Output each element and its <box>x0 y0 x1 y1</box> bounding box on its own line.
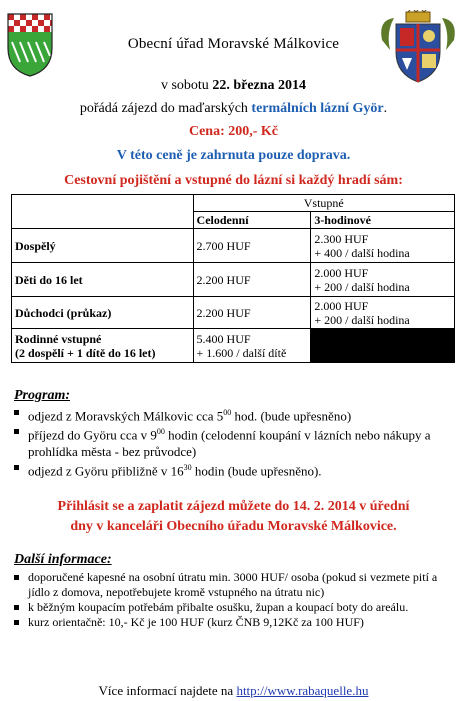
row-label: Důchodci (průkaz) <box>12 297 194 329</box>
insurance-note: Cestovní pojištění a vstupné do lázní si každý hradí sám: <box>64 173 403 188</box>
date-prefix: v sobotu <box>160 78 213 93</box>
info-heading: Další informace: <box>14 552 112 567</box>
description-prefix: pořádá zájezd do maďarských <box>79 101 252 116</box>
family-label: Rodinné vstupné <box>15 331 102 346</box>
signup-line-1: Přihlásit se a zaplatit zájezd můžete do 14. 2. 2014 v úřední <box>57 499 410 514</box>
list-item <box>12 460 452 479</box>
family-price-extra: + 1.600 / další dítě <box>196 345 287 360</box>
row-label <box>12 329 194 363</box>
blacked-out-cell <box>311 329 455 363</box>
full-day-price: 2.200 HUF <box>193 297 311 329</box>
list-item <box>12 424 452 459</box>
list-item <box>12 405 452 424</box>
info-list <box>12 570 452 630</box>
signup-notice <box>0 497 467 537</box>
full-day-price <box>193 329 311 363</box>
three-hour-base: 2.000 HUF <box>314 265 369 280</box>
program-list <box>12 405 452 479</box>
three-hour-base: 2.300 HUF <box>314 231 369 246</box>
event-description <box>0 101 467 117</box>
table-row <box>12 263 455 297</box>
destination: termálních lázní Györ <box>251 101 384 116</box>
column-3h: 3-hodinové <box>311 212 455 229</box>
description-suffix: . <box>383 101 388 116</box>
list-item: kurz orientačně: 10,- Kč je 100 HUF (kurz ČNB 9,12Kč za 100 HUF) <box>12 615 452 630</box>
family-price: 5.400 HUF <box>196 331 251 346</box>
table-row-family <box>12 329 455 363</box>
item-text: odjezd z Moravských Málkovic cca 5 <box>28 408 224 424</box>
event-date <box>0 78 467 94</box>
footer-text: Více informací najdete na <box>98 683 237 698</box>
table-row <box>12 297 455 329</box>
price-note: V této ceně je zahrnuta pouze doprava. <box>116 148 351 163</box>
time-superscript: 00 <box>223 408 232 417</box>
table-corner-cell <box>12 195 194 229</box>
signup-line-2: dny v kanceláři Obecního úřadu Moravské Málkovice. <box>70 519 397 534</box>
item-text: příjezd do Györu cca v 9 <box>28 427 157 443</box>
column-full-day: Celodenní <box>193 212 311 229</box>
table-header-row <box>12 195 455 212</box>
item-text-tail: hod. (bude upřesněno) <box>231 408 352 424</box>
item-text: odjezd z Györu přibližně v 16 <box>28 462 184 478</box>
table-header-vstupne: Vstupné <box>193 195 454 212</box>
three-hour-base: 2.000 HUF <box>314 298 369 313</box>
three-hour-extra: + 200 / další hodina <box>314 312 410 327</box>
time-superscript: 30 <box>183 462 192 472</box>
fees-table <box>11 194 455 363</box>
item-text-tail: hodin (celodenní koupání v lázních nebo nákupy a prohlídka města - bez průvodce) <box>28 427 431 459</box>
three-hour-extra: + 400 / další hodina <box>314 245 410 260</box>
full-day-price: 2.700 HUF <box>193 229 311 263</box>
list-item: doporučené kapesné na osobní útratu min. 3000 HUF/ osoba (pokud si vezmete pití a jídlo z domova, nepotřebujete kromě vstupného na útratu nic) <box>12 570 452 600</box>
row-label: Dospělý <box>12 229 194 263</box>
family-label-detail: (2 dospělí + 1 dítě do 16 let) <box>15 345 156 360</box>
page-title: Obecní úřad Moravské Málkovice <box>127 36 340 52</box>
program-heading: Program: <box>14 388 70 403</box>
website-link[interactable]: http://www.rabaquelle.hu <box>236 683 369 698</box>
time-superscript: 00 <box>156 427 165 437</box>
price: Cena: 200,- Kč <box>188 124 279 139</box>
three-hour-price <box>311 263 455 297</box>
full-day-price: 2.200 HUF <box>193 263 311 297</box>
table-row <box>12 229 455 263</box>
footer <box>0 683 467 699</box>
three-hour-price <box>311 297 455 329</box>
date-value: 22. března 2014 <box>212 78 307 93</box>
list-item: k běžným koupacím potřebám přibalte osušku, župan a koupací boty do areálu. <box>12 600 452 615</box>
three-hour-price <box>311 229 455 263</box>
item-text-tail: hodin (bude upřesněno). <box>191 462 322 478</box>
row-label: Děti do 16 let <box>12 263 194 297</box>
three-hour-extra: + 200 / další hodina <box>314 279 410 294</box>
